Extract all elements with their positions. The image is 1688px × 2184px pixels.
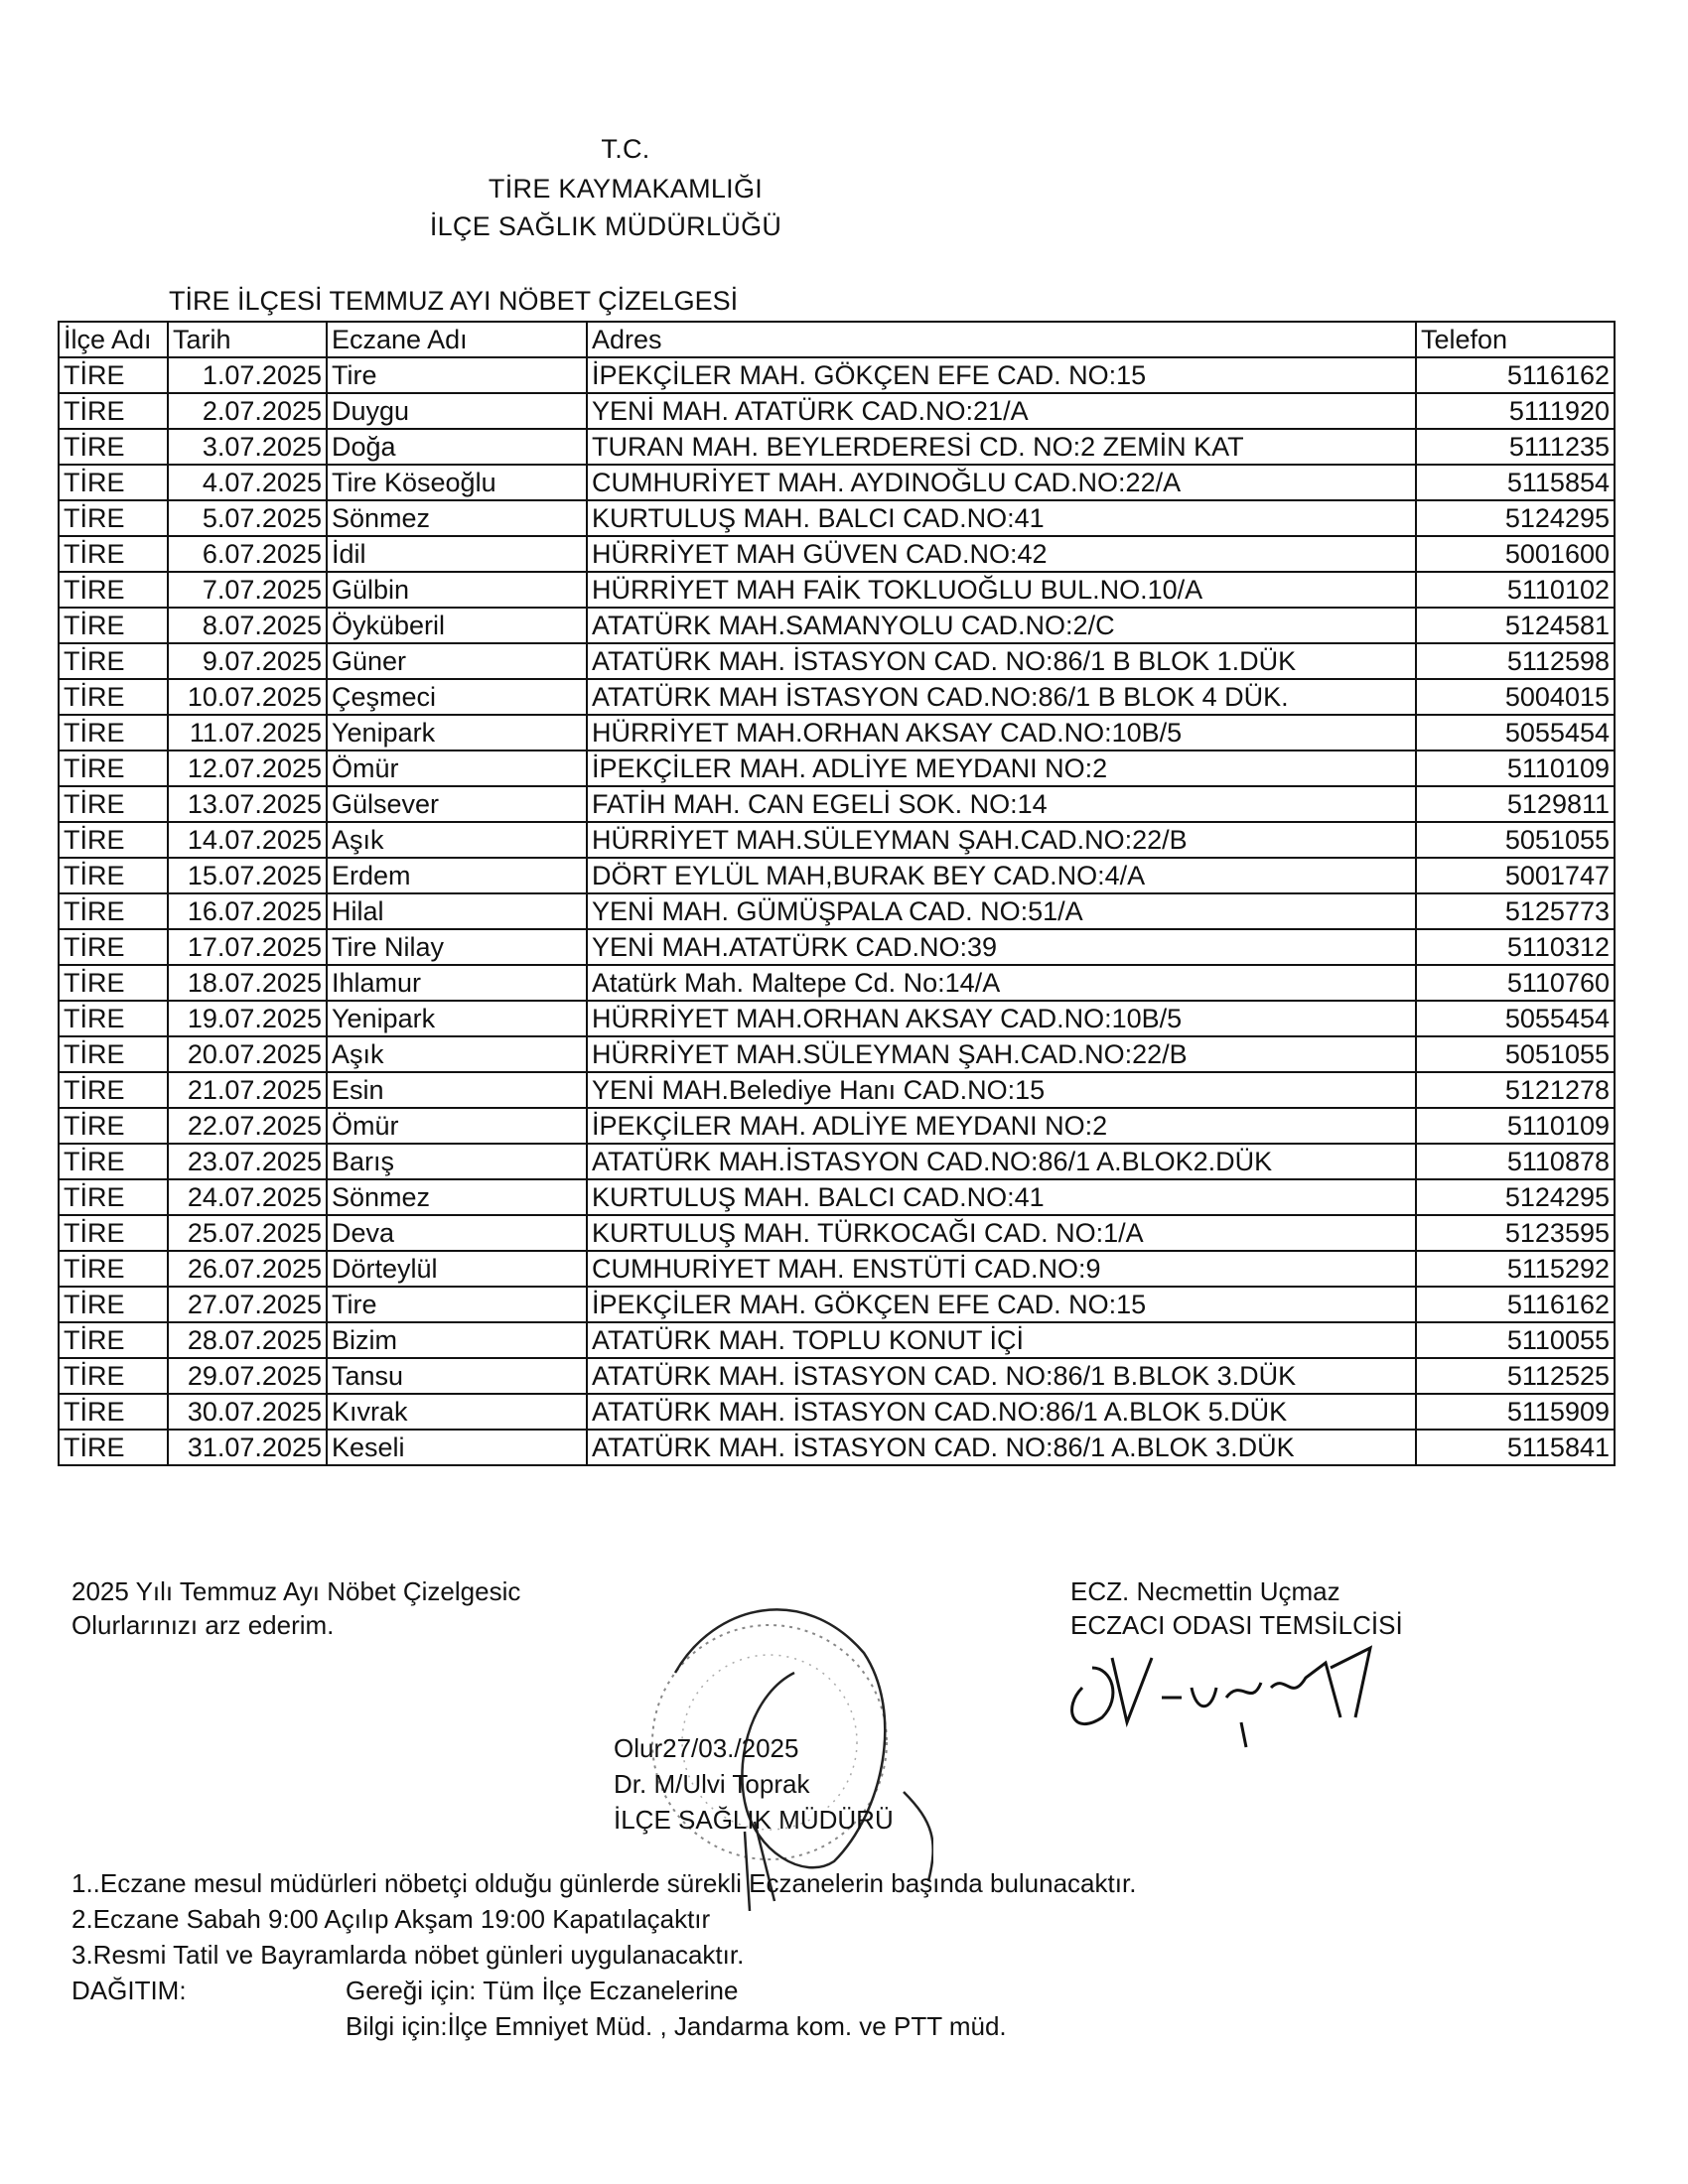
cell-address: ATATÜRK MAH. İSTASYON CAD. NO:86/1 B.BLOK 3.DÜK [587, 1358, 1416, 1394]
cell-district: TİRE [59, 1322, 168, 1358]
cell-pharmacy: İdil [327, 536, 587, 572]
cell-phone: 5112525 [1416, 1358, 1615, 1394]
cell-phone: 5115854 [1416, 465, 1615, 500]
table-row [59, 1036, 1615, 1072]
cell-district: TİRE [59, 536, 168, 572]
cell-pharmacy: Esin [327, 1072, 587, 1108]
cell-address: HÜRRİYET MAH FAİK TOKLUOĞLU BUL.NO.10/A [587, 572, 1416, 608]
cell-date: 22.07.2025 [168, 1108, 327, 1144]
cell-pharmacy: Barış [327, 1144, 587, 1179]
cell-date: 7.07.2025 [168, 572, 327, 608]
cell-phone: 5125773 [1416, 893, 1615, 929]
cell-district: TİRE [59, 1108, 168, 1144]
col-header-date: Tarih [168, 322, 327, 357]
cell-date: 3.07.2025 [168, 429, 327, 465]
cell-address: HÜRRİYET MAH.ORHAN AKSAY CAD.NO:10B/5 [587, 1001, 1416, 1036]
note-2: 2.Eczane Sabah 9:00 Açılıp Akşam 19:00 Kapatılaçaktır [71, 1904, 711, 1934]
table-row [59, 715, 1615, 751]
cell-address: Atatürk Mah. Maltepe Cd. No:14/A [587, 965, 1416, 1001]
col-header-phone: Telefon [1416, 322, 1615, 357]
cell-pharmacy: Ömür [327, 1108, 587, 1144]
cell-phone: 5055454 [1416, 715, 1615, 751]
cell-district: TİRE [59, 786, 168, 822]
cell-date: 31.07.2025 [168, 1430, 327, 1465]
table-row [59, 1430, 1615, 1465]
table-row [59, 1072, 1615, 1108]
cell-pharmacy: Aşık [327, 1036, 587, 1072]
cell-date: 8.07.2025 [168, 608, 327, 643]
cell-phone: 5123595 [1416, 1215, 1615, 1251]
table-row [59, 357, 1615, 393]
cell-date: 15.07.2025 [168, 858, 327, 893]
col-header-address: Adres [587, 322, 1416, 357]
table-row [59, 1358, 1615, 1394]
cell-date: 25.07.2025 [168, 1215, 327, 1251]
representative-signature [1043, 1628, 1440, 1757]
table-row [59, 822, 1615, 858]
table-row [59, 393, 1615, 429]
cell-pharmacy: Deva [327, 1215, 587, 1251]
cell-date: 12.07.2025 [168, 751, 327, 786]
cell-district: TİRE [59, 608, 168, 643]
table-header-row [59, 322, 1615, 357]
cell-address: HÜRRİYET MAH GÜVEN CAD.NO:42 [587, 536, 1416, 572]
cell-district: TİRE [59, 1394, 168, 1430]
cell-district: TİRE [59, 1072, 168, 1108]
cell-date: 4.07.2025 [168, 465, 327, 500]
table-row [59, 500, 1615, 536]
header-tc: T.C. [601, 134, 650, 164]
cell-address: YENİ MAH.ATATÜRK CAD.NO:39 [587, 929, 1416, 965]
cell-pharmacy: Bizim [327, 1322, 587, 1358]
cell-district: TİRE [59, 1036, 168, 1072]
cell-address: YENİ MAH. GÜMÜŞPALA CAD. NO:51/A [587, 893, 1416, 929]
cell-pharmacy: Tire [327, 1287, 587, 1322]
cell-district: TİRE [59, 1287, 168, 1322]
cell-pharmacy: Güner [327, 643, 587, 679]
cell-pharmacy: Aşık [327, 822, 587, 858]
cell-date: 20.07.2025 [168, 1036, 327, 1072]
cell-phone: 5116162 [1416, 357, 1615, 393]
cell-phone: 5110102 [1416, 572, 1615, 608]
header-mudurluk: İLÇE SAĞLIK MÜDÜRLÜĞÜ [429, 211, 782, 241]
cell-phone: 5110760 [1416, 965, 1615, 1001]
table-row [59, 1001, 1615, 1036]
cell-address: YENİ MAH.Belediye Hanı CAD.NO:15 [587, 1072, 1416, 1108]
table-row [59, 858, 1615, 893]
cell-district: TİRE [59, 393, 168, 429]
cell-address: ATATÜRK MAH. TOPLU KONUT İÇİ [587, 1322, 1416, 1358]
cell-phone: 5124295 [1416, 1179, 1615, 1215]
cell-pharmacy: Hilal [327, 893, 587, 929]
cell-date: 1.07.2025 [168, 357, 327, 393]
cell-district: TİRE [59, 429, 168, 465]
cell-phone: 5115909 [1416, 1394, 1615, 1430]
col-header-district: İlçe Adı [59, 322, 168, 357]
table-row [59, 1322, 1615, 1358]
table-row [59, 1179, 1615, 1215]
cell-pharmacy: Sönmez [327, 500, 587, 536]
cell-address: CUMHURİYET MAH. AYDINOĞLU CAD.NO:22/A [587, 465, 1416, 500]
distribution-label: DAĞITIM: [71, 1976, 187, 2005]
table-row [59, 1215, 1615, 1251]
cell-address: FATİH MAH. CAN EGELİ SOK. NO:14 [587, 786, 1416, 822]
cell-address: HÜRRİYET MAH.ORHAN AKSAY CAD.NO:10B/5 [587, 715, 1416, 751]
table-row [59, 679, 1615, 715]
cell-pharmacy: Yenipark [327, 1001, 587, 1036]
cell-pharmacy: Çeşmeci [327, 679, 587, 715]
cell-date: 13.07.2025 [168, 786, 327, 822]
cell-address: İPEKÇİLER MAH. ADLİYE MEYDANI NO:2 [587, 1108, 1416, 1144]
representative-title: ECZACI ODASI TEMSİLCİSİ [1070, 1610, 1403, 1640]
cell-pharmacy: Öyküberil [327, 608, 587, 643]
table-row [59, 929, 1615, 965]
cell-address: YENİ MAH. ATATÜRK CAD.NO:21/A [587, 393, 1416, 429]
cell-pharmacy: Ömür [327, 751, 587, 786]
cell-district: TİRE [59, 1215, 168, 1251]
cell-date: 18.07.2025 [168, 965, 327, 1001]
cell-phone: 5110312 [1416, 929, 1615, 965]
cell-phone: 5115841 [1416, 1430, 1615, 1465]
cell-address: KURTULUŞ MAH. TÜRKOCAĞI CAD. NO:1/A [587, 1215, 1416, 1251]
cell-date: 16.07.2025 [168, 893, 327, 929]
cell-date: 11.07.2025 [168, 715, 327, 751]
cell-address: CUMHURİYET MAH. ENSTÜTİ CAD.NO:9 [587, 1251, 1416, 1287]
cell-district: TİRE [59, 858, 168, 893]
cell-phone: 5124581 [1416, 608, 1615, 643]
cell-phone: 5001747 [1416, 858, 1615, 893]
cell-district: TİRE [59, 572, 168, 608]
note-1: 1..Eczane mesul müdürleri nöbetçi olduğu günlerde sürekli Eczanelerin başında bulunacaktır. [71, 1868, 1137, 1898]
cell-address: KURTULUŞ MAH. BALCI CAD.NO:41 [587, 500, 1416, 536]
cell-address: HÜRRİYET MAH.SÜLEYMAN ŞAH.CAD.NO:22/B [587, 822, 1416, 858]
cell-district: TİRE [59, 929, 168, 965]
cell-phone: 5051055 [1416, 1036, 1615, 1072]
cell-phone: 5111235 [1416, 429, 1615, 465]
cell-date: 14.07.2025 [168, 822, 327, 858]
cell-district: TİRE [59, 679, 168, 715]
request-line-2: Olurlarınızı arz ederim. [71, 1610, 335, 1640]
cell-date: 21.07.2025 [168, 1072, 327, 1108]
cell-pharmacy: Gülbin [327, 572, 587, 608]
cell-address: İPEKÇİLER MAH. GÖKÇEN EFE CAD. NO:15 [587, 357, 1416, 393]
table-row [59, 1287, 1615, 1322]
table-row [59, 1251, 1615, 1287]
table-row [59, 536, 1615, 572]
table-row [59, 429, 1615, 465]
cell-phone: 5111920 [1416, 393, 1615, 429]
cell-date: 19.07.2025 [168, 1001, 327, 1036]
cell-phone: 5121278 [1416, 1072, 1615, 1108]
cell-phone: 5110878 [1416, 1144, 1615, 1179]
cell-phone: 5112598 [1416, 643, 1615, 679]
table-row [59, 1108, 1615, 1144]
cell-phone: 5115292 [1416, 1251, 1615, 1287]
distribution-line-1: Gereği için: Tüm İlçe Eczanelerine [346, 1976, 739, 2005]
director-title: İLÇE SAĞLIK MÜDÜRÜ [614, 1805, 894, 1835]
col-header-pharmacy: Eczane Adı [327, 322, 587, 357]
cell-district: TİRE [59, 1001, 168, 1036]
table-row [59, 1394, 1615, 1430]
cell-phone: 5051055 [1416, 822, 1615, 858]
duty-schedule-table [58, 321, 1616, 1466]
cell-address: ATATÜRK MAH.İSTASYON CAD.NO:86/1 A.BLOK2.DÜK [587, 1144, 1416, 1179]
table-title: TİRE İLÇESİ TEMMUZ AYI NÖBET ÇİZELGESİ [169, 286, 739, 316]
cell-address: HÜRRİYET MAH.SÜLEYMAN ŞAH.CAD.NO:22/B [587, 1036, 1416, 1072]
cell-pharmacy: Tire Köseoğlu [327, 465, 587, 500]
cell-phone: 5124295 [1416, 500, 1615, 536]
cell-district: TİRE [59, 1430, 168, 1465]
table-row [59, 965, 1615, 1001]
cell-pharmacy: Dörteylül [327, 1251, 587, 1287]
cell-pharmacy: Yenipark [327, 715, 587, 751]
table-body [59, 357, 1615, 1465]
cell-address: ATATÜRK MAH İSTASYON CAD.NO:86/1 B BLOK 4 DÜK. [587, 679, 1416, 715]
cell-phone: 5110055 [1416, 1322, 1615, 1358]
table-row [59, 572, 1615, 608]
cell-pharmacy: Doğa [327, 429, 587, 465]
cell-address: ATATÜRK MAH.SAMANYOLU CAD.NO:2/C [587, 608, 1416, 643]
cell-phone: 5129811 [1416, 786, 1615, 822]
distribution-line-2: Bilgi için:İlçe Emniyet Müd. , Jandarma kom. ve PTT müd. [346, 2011, 1007, 2041]
table-row [59, 893, 1615, 929]
cell-district: TİRE [59, 715, 168, 751]
cell-phone: 5004015 [1416, 679, 1615, 715]
cell-address: KURTULUŞ MAH. BALCI CAD.NO:41 [587, 1179, 1416, 1215]
cell-address: ATATÜRK MAH. İSTASYON CAD. NO:86/1 A.BLOK 3.DÜK [587, 1430, 1416, 1465]
header-kaymakamlik: TİRE KAYMAKAMLIĞI [488, 174, 764, 204]
cell-date: 30.07.2025 [168, 1394, 327, 1430]
director-name: Dr. M/Ulvi Toprak [614, 1769, 810, 1799]
cell-district: TİRE [59, 465, 168, 500]
request-line-1: 2025 Yılı Temmuz Ayı Nöbet Çizelgesic [71, 1576, 521, 1606]
cell-date: 29.07.2025 [168, 1358, 327, 1394]
cell-district: TİRE [59, 893, 168, 929]
cell-address: İPEKÇİLER MAH. GÖKÇEN EFE CAD. NO:15 [587, 1287, 1416, 1322]
cell-address: ATATÜRK MAH. İSTASYON CAD.NO:86/1 A.BLOK 5.DÜK [587, 1394, 1416, 1430]
cell-district: TİRE [59, 965, 168, 1001]
table-row [59, 643, 1615, 679]
cell-pharmacy: Tire [327, 357, 587, 393]
representative-name: ECZ. Necmettin Uçmaz [1070, 1576, 1340, 1606]
cell-pharmacy: Duygu [327, 393, 587, 429]
cell-address: DÖRT EYLÜL MAH,BURAK BEY CAD.NO:4/A [587, 858, 1416, 893]
table-row [59, 751, 1615, 786]
cell-district: TİRE [59, 1144, 168, 1179]
cell-pharmacy: Ihlamur [327, 965, 587, 1001]
cell-pharmacy: Erdem [327, 858, 587, 893]
cell-date: 2.07.2025 [168, 393, 327, 429]
cell-date: 17.07.2025 [168, 929, 327, 965]
cell-date: 5.07.2025 [168, 500, 327, 536]
cell-pharmacy: Gülsever [327, 786, 587, 822]
cell-date: 6.07.2025 [168, 536, 327, 572]
cell-date: 9.07.2025 [168, 643, 327, 679]
cell-phone: 5116162 [1416, 1287, 1615, 1322]
cell-pharmacy: Kıvrak [327, 1394, 587, 1430]
cell-pharmacy: Tire Nilay [327, 929, 587, 965]
cell-district: TİRE [59, 643, 168, 679]
table-row [59, 465, 1615, 500]
cell-district: TİRE [59, 822, 168, 858]
approval-date: Olur27/03./2025 [614, 1733, 799, 1763]
cell-phone: 5110109 [1416, 1108, 1615, 1144]
cell-district: TİRE [59, 751, 168, 786]
cell-address: İPEKÇİLER MAH. ADLİYE MEYDANI NO:2 [587, 751, 1416, 786]
cell-date: 23.07.2025 [168, 1144, 327, 1179]
table-row [59, 786, 1615, 822]
cell-address: ATATÜRK MAH. İSTASYON CAD. NO:86/1 B BLOK 1.DÜK [587, 643, 1416, 679]
note-3: 3.Resmi Tatil ve Bayramlarda nöbet günleri uygulanacaktır. [71, 1940, 745, 1970]
cell-date: 28.07.2025 [168, 1322, 327, 1358]
cell-date: 10.07.2025 [168, 679, 327, 715]
table-row [59, 608, 1615, 643]
cell-pharmacy: Sönmez [327, 1179, 587, 1215]
cell-date: 26.07.2025 [168, 1251, 327, 1287]
cell-address: TURAN MAH. BEYLERDERESİ CD. NO:2 ZEMİN KAT [587, 429, 1416, 465]
cell-district: TİRE [59, 1358, 168, 1394]
cell-pharmacy: Keseli [327, 1430, 587, 1465]
cell-district: TİRE [59, 357, 168, 393]
cell-phone: 5110109 [1416, 751, 1615, 786]
cell-date: 24.07.2025 [168, 1179, 327, 1215]
cell-pharmacy: Tansu [327, 1358, 587, 1394]
cell-phone: 5001600 [1416, 536, 1615, 572]
cell-district: TİRE [59, 1251, 168, 1287]
table-row [59, 1144, 1615, 1179]
cell-district: TİRE [59, 1179, 168, 1215]
cell-district: TİRE [59, 500, 168, 536]
cell-date: 27.07.2025 [168, 1287, 327, 1322]
cell-phone: 5055454 [1416, 1001, 1615, 1036]
